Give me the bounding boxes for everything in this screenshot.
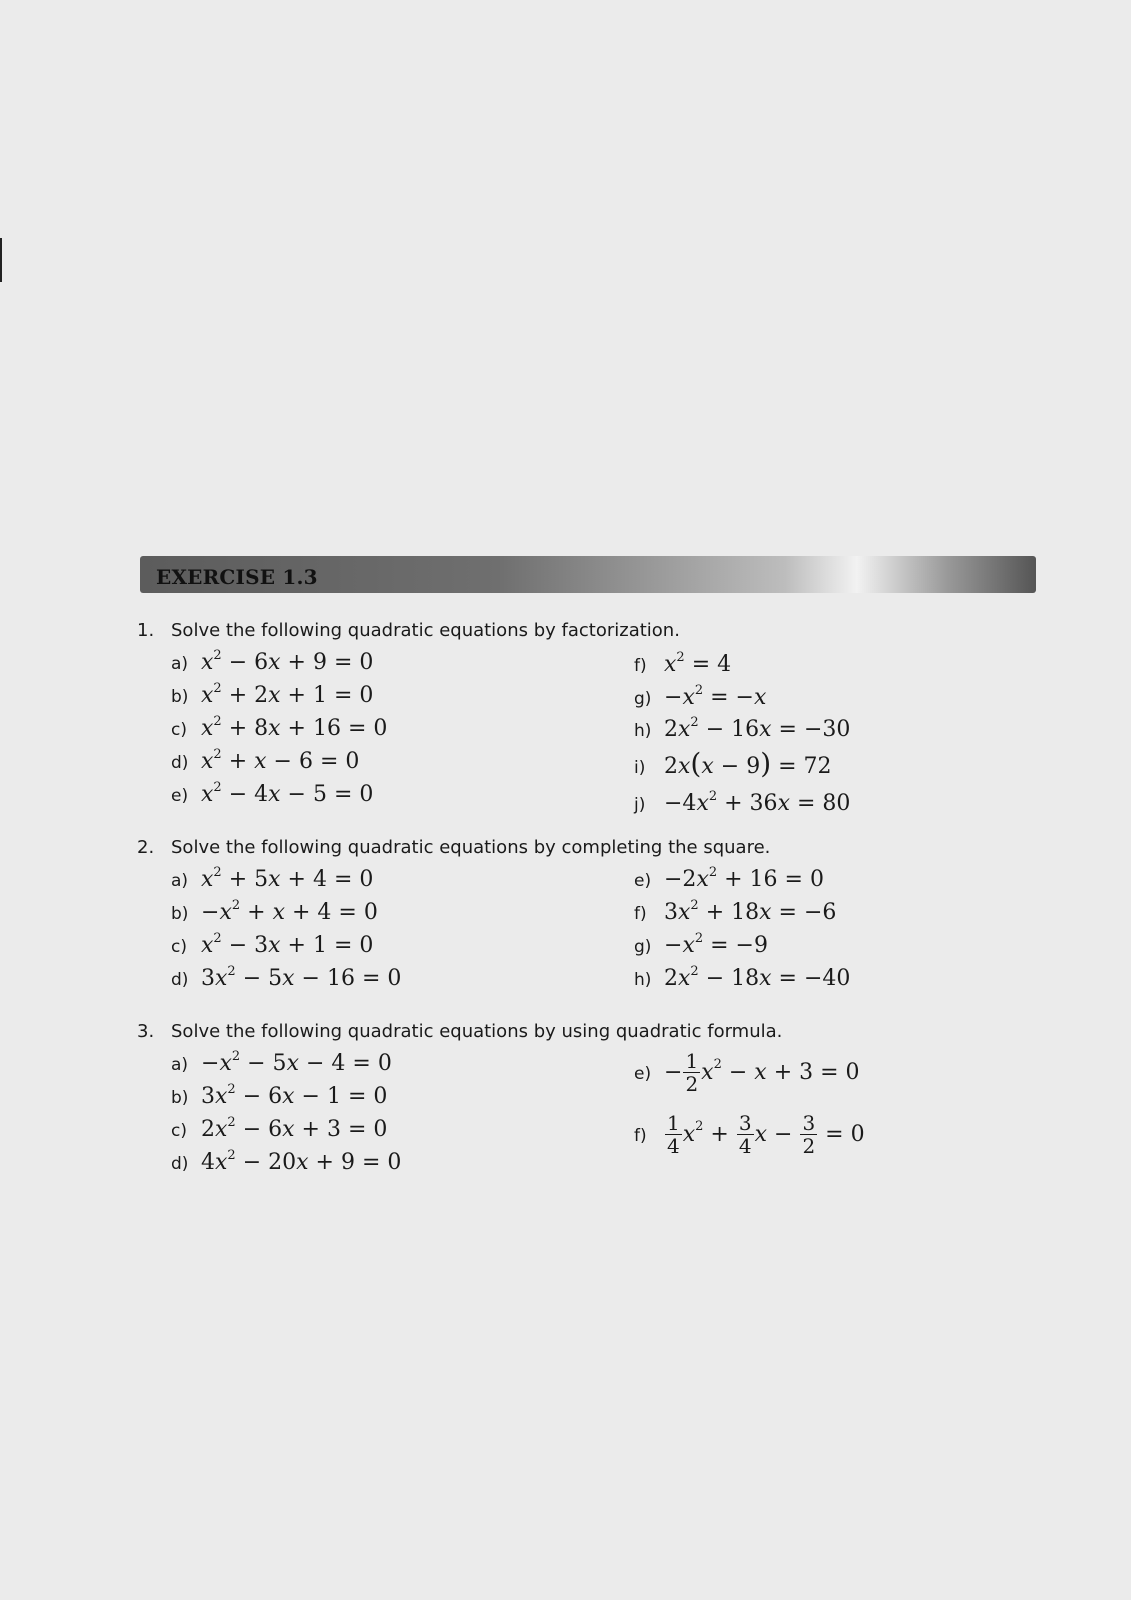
q3-item-a: $a) -x^2 - 5x - 4 = 0$	[171, 1049, 392, 1077]
q1-item-h: h) $2x^2 - 16x = -30$	[634, 715, 851, 743]
q1-item-f: f) $x^2 = 4$	[634, 650, 732, 678]
q1-item-d: d) $x^2 + x - 6 = 0$	[171, 747, 360, 775]
q1-item-j: $j) -4x^2 + 36x = 80$	[634, 789, 851, 817]
question-3-instruction: Solve the following quadratic equations by using quadratic formula.	[171, 1021, 783, 1042]
q2-item-g: $g) -x^2 = -9$	[634, 931, 768, 959]
q2-item-e: $e) -2x^2 + 16 = 0$	[634, 865, 824, 893]
question-2-number: 2.	[137, 837, 155, 858]
q1-item-i: i) 2x(x − 9) = 72	[634, 747, 832, 780]
question-2-instruction: Solve the following quadratic equations by completing the square.	[171, 837, 771, 858]
q1-item-c: c) $x^2 + 8x + 16 = 0$	[171, 714, 388, 742]
q3-item-e: e) − $\frac{1}{2}$ $x^2 - x + 3 = 0$	[634, 1049, 860, 1096]
q1-item-e: e) $x^2 - 4x - 5 = 0$	[171, 780, 374, 808]
q3-item-f: f) $\frac{1}{4}$ $x^2$ + $\frac{3}{4}$ x − $\frac{3}{2}$ = 0	[634, 1111, 865, 1158]
q2-item-a: a) $x^2 + 5x + 4 = 0$	[171, 865, 374, 893]
q1-item-g: $g) -x^2 = -x$	[634, 683, 767, 711]
q2-item-b: $b) -x^2 + x + 4 = 0$	[171, 898, 378, 926]
question-1-instruction: Solve the following quadratic equations by factorization.	[171, 620, 680, 641]
q3-item-d: d) $4x^2 - 20x + 9 = 0$	[171, 1148, 402, 1176]
q2-item-h: h) $2x^2 - 18x = -40$	[634, 964, 851, 992]
q3-item-c: c) $2x^2 - 6x + 3 = 0$	[171, 1115, 388, 1143]
exercise-title: EXERCISE 1.3	[156, 565, 318, 589]
q1-item-a: a) $x^2 - 6x + 9 = 0$	[171, 648, 374, 676]
binder-mark	[0, 238, 2, 282]
q2-item-f: f) $3x^2 + 18x = -6$	[634, 898, 837, 926]
q1-item-b: b) $x^2 + 2x + 1 = 0$	[171, 681, 374, 709]
q2-item-c: c) $x^2 - 3x + 1 = 0$	[171, 931, 374, 959]
question-1-number: 1.	[137, 620, 155, 641]
question-3-number: 3.	[137, 1021, 155, 1042]
q3-item-b: b) $3x^2 - 6x - 1 = 0$	[171, 1082, 388, 1110]
q2-item-d: d) $3x^2 - 5x - 16 = 0$	[171, 964, 402, 992]
